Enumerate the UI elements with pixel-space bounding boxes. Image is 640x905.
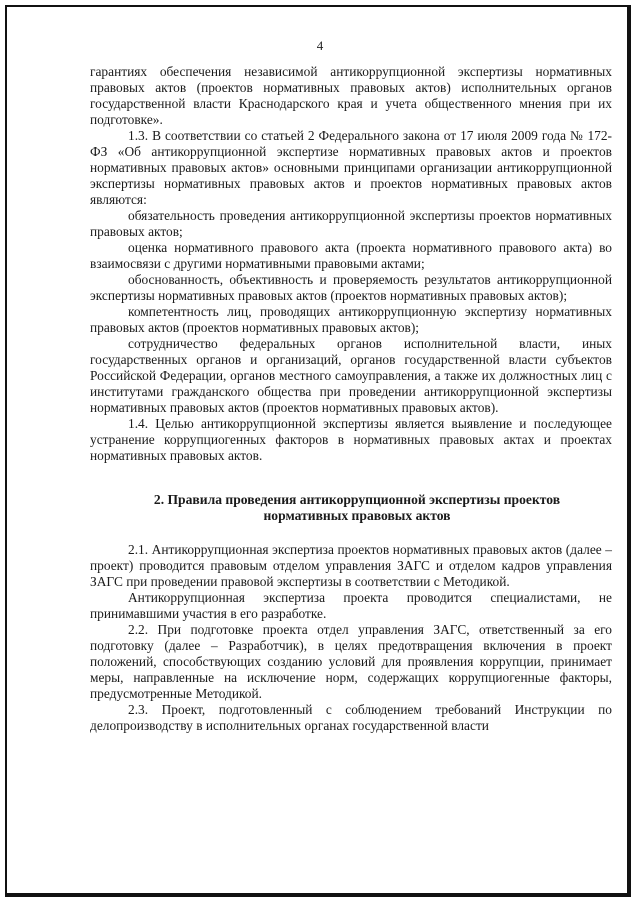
section-heading-line-1: 2. Правила проведения антикоррупционной экспертизы проектов xyxy=(153,492,561,507)
section-heading xyxy=(90,492,612,524)
paragraph-2-1-b: Антикоррупционная экспертиза проекта проводится специалистами, не принимавшими участия в его разработке. xyxy=(90,590,612,621)
principle-item: обоснованность, объективность и проверяемость результатов антикоррупционной экспертизы нормативных правовых актов (проектов нормативных правовых актов); xyxy=(90,272,612,303)
paragraph-1-3: 1.3. В соответствии со статьей 2 Федерального закона от 17 июля 2009 года № 172-ФЗ «Об антикоррупционной экспертизе нормативных правовых актов и проектов нормативных правовых актов» основными принципами организации антикоррупционной экспертизы нормативных правовых актов и проектов нормативных правовых актов являются: xyxy=(90,128,612,207)
document-body xyxy=(90,64,612,734)
paragraph-2-1: 2.1. Антикоррупционная экспертиза проектов нормативных правовых актов (далее – проект) проводится правовым отделом управления ЗАГС и отделом кадров управления ЗАГС при проведении правовой экспертизы в соответствии с Методикой. xyxy=(90,542,612,589)
page-number: 4 xyxy=(316,38,324,53)
principle-item: сотрудничество федеральных органов исполнительной власти, иных государственных органов и организаций, органов государственной власти субъектов Российской Федерации, органов местного самоуправления, а также их должностных лиц с институтами гражданского общества при проведении антикоррупционной экспертизы нормативных правовых актов (проектов нормативных правовых актов). xyxy=(90,336,612,415)
paragraph-2-3: 2.3. Проект, подготовленный с соблюдением требований Инструкции по делопроизводству в исполнительных органах государственной власти xyxy=(90,702,612,733)
paragraph-intro: гарантиях обеспечения независимой антикоррупционной экспертизы нормативных правовых актов (проектов нормативных правовых актов) исполнительных органов государственной власти Краснодарского края и учета общественного мнения при их подготовке». xyxy=(90,64,612,127)
principle-item: компетентность лиц, проводящих антикоррупционную экспертизу нормативных правовых актов (проектов нормативных правовых актов); xyxy=(90,304,612,335)
section-heading-line-2: нормативных правовых актов xyxy=(263,508,451,523)
paragraph-2-2: 2.2. При подготовке проекта отдел управления ЗАГС, ответственный за его подготовку (далее – Разработчик), в целях предотвращения включения в проект положений, способствующих созданию условий для проявления коррупции, принимает меры, направленные на исключение норм, содержащих коррупциогенные факторы, предусмотренные Методикой. xyxy=(90,622,612,701)
principle-item: обязательность проведения антикоррупционной экспертизы проектов нормативных правовых актов; xyxy=(90,208,612,239)
paragraph-1-4: 1.4. Целью антикоррупционной экспертизы является выявление и последующее устранение коррупциогенных факторов в нормативных правовых актах и проектах нормативных правовых актов. xyxy=(90,416,612,463)
principle-item: оценка нормативного правового акта (проекта нормативного правового акта) во взаимосвязи с другими нормативными правовыми актами; xyxy=(90,240,612,271)
